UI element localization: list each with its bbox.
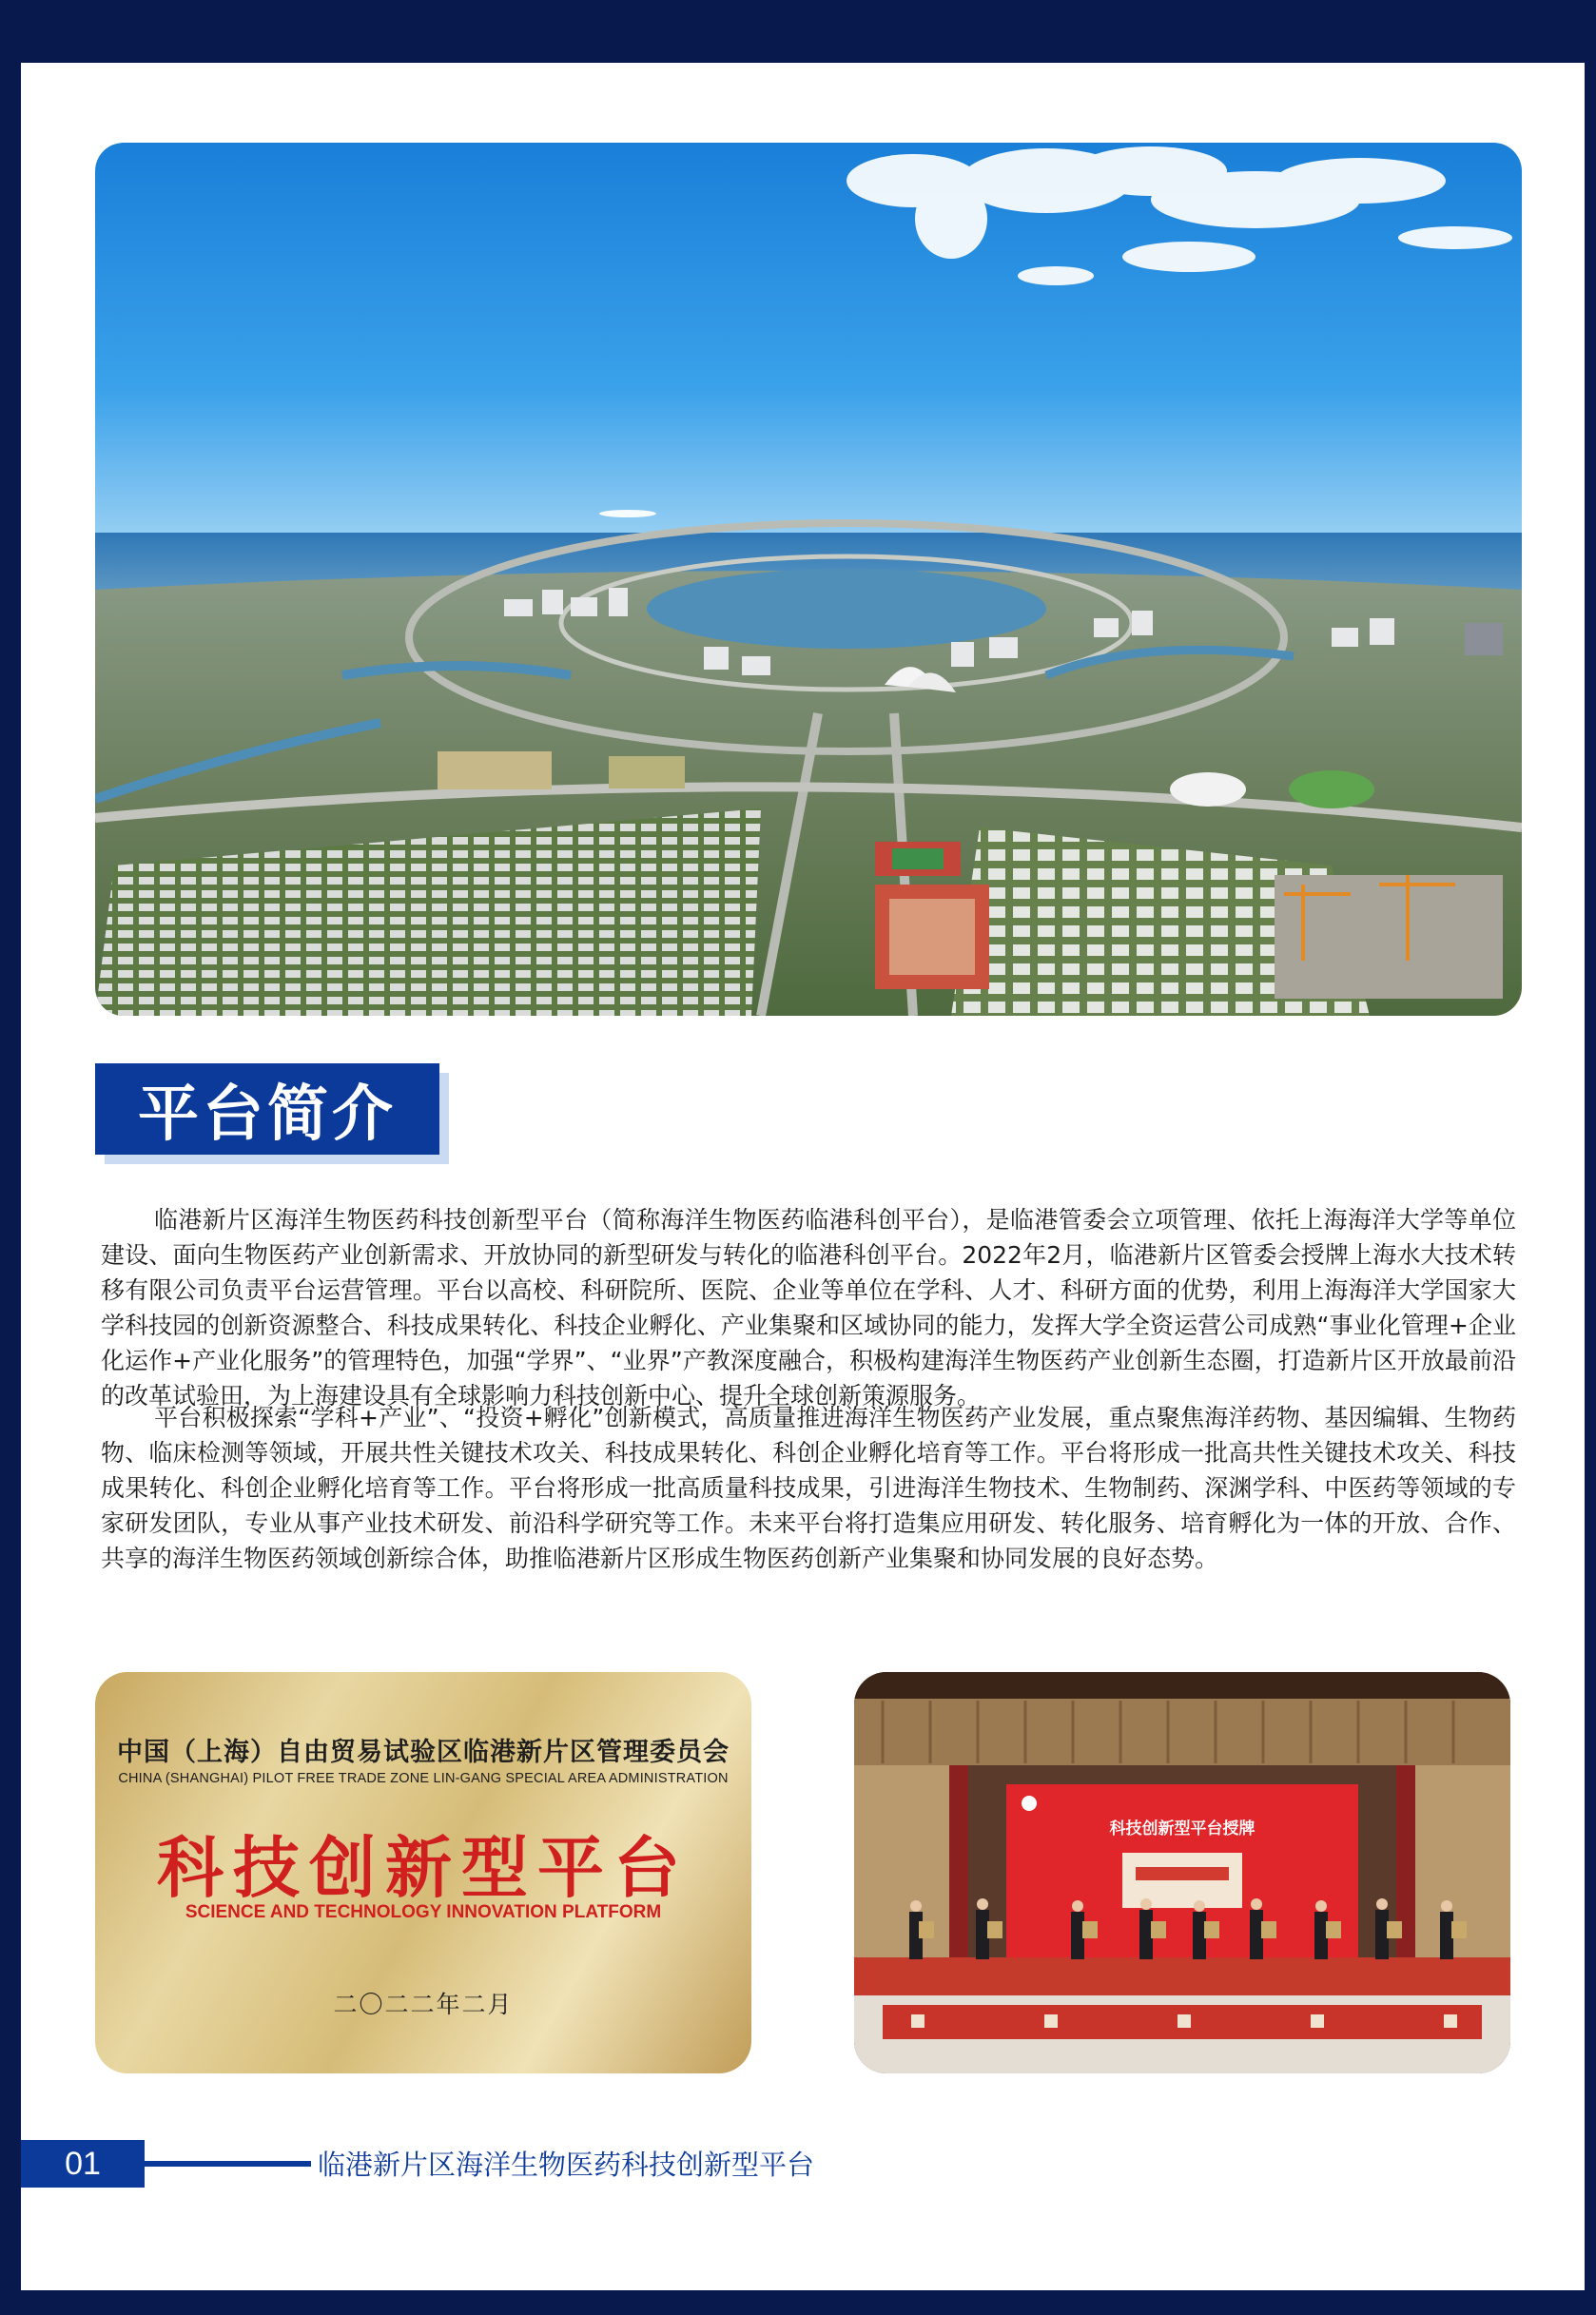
intro-paragraph-2: 平台积极探索“学科+产业”、“投资+孵化”创新模式，高质量推进海洋生物医药产业发展，重点聚焦海洋药物、基因编辑、生物药物、临床检测等领域，开展共性关键技术攻关、科技成果转化、科创企业孵化培育等工作。平台将形成一批高共性关键技术攻关、科技成果转化、科创企业孵化培育等工作。平台将形成一批高质量科技成果，引进海洋生物技术、生物制药、深渊学科、中医药等领域的专家研发团队，专业从事产业技术研发、前沿科学研究等工作。未来平台将打造集应用研发、转化服务、培育孵化为一体的开放、合作、共享的海洋生物医药领域创新综合体，助推临港新片区形成生物医药创新产业集聚和协同发展的良好态势。 — [101, 1404, 1516, 1572]
plaque-issuer-cn: 中国（上海）自由贸易试验区临港新片区管理委员会 — [117, 1738, 730, 1767]
frame-right-border — [1585, 0, 1596, 2315]
plaque-title-en: SCIENCE AND TECHNOLOGY INNOVATION PLATFORM — [185, 1902, 662, 1922]
aerial-city-photo — [95, 143, 1522, 1016]
frame-left-border — [0, 0, 21, 2315]
intro-paragraph-1: 临港新片区海洋生物医药科技创新型平台（简称海洋生物医药临港科创平台），是临港管委会立项管理、依托上海海洋大学等单位建设、面向生物医药产业创新需求、开放协同的新型研发与转化的临港科创平台。2022年2月，临港新片区管委会授牌上海水大技术转移有限公司负责平台运营管理。平台以高校、科研院所、医院、企业等单位在学科、人才、科研方面的优势，利用上海海洋大学国家大学科技园的创新资源整合、科技成果转化、科技企业孵化、产业集聚和区域协同的能力，发挥大学全资运营公司成熟“事业化管理+企业化运作+产业化服务”的管理特色，加强“学界”、“业界”产教深度融合，积极构建海洋生物医药产业创新生态圈，打造新片区开放最前沿的改革试验田，为上海建设具有全球影响力科技创新中心、提升全球创新策源服务。 — [101, 1206, 1516, 1410]
footer-divider-line — [145, 2161, 311, 2167]
frame-bottom-border — [0, 2290, 1596, 2315]
award-plaque-photo — [95, 1672, 751, 2073]
ceremony-screen-title: 科技创新型平台授牌 — [1109, 1819, 1255, 1838]
section-title-box — [95, 1063, 439, 1155]
page-number: 01 — [21, 2140, 145, 2188]
section-title-text: 平台简介 — [138, 1080, 397, 1150]
plaque-title-cn: 科技创新型平台 — [157, 1828, 690, 1907]
brochure-page — [21, 63, 1585, 2290]
plaque-issuer-en: CHINA (SHANGHAI) PILOT FREE TRADE ZONE LIN-GANG SPECIAL AREA ADMINISTRATION — [118, 1771, 729, 1786]
section-title — [95, 1063, 447, 1162]
frame-top-border — [0, 0, 1596, 63]
ceremony-photo — [854, 1672, 1510, 2073]
footer-title: 临港新片区海洋生物医药科技创新型平台 — [318, 2149, 815, 2181]
plaque-date: 二〇二二年二月 — [333, 1991, 514, 2018]
